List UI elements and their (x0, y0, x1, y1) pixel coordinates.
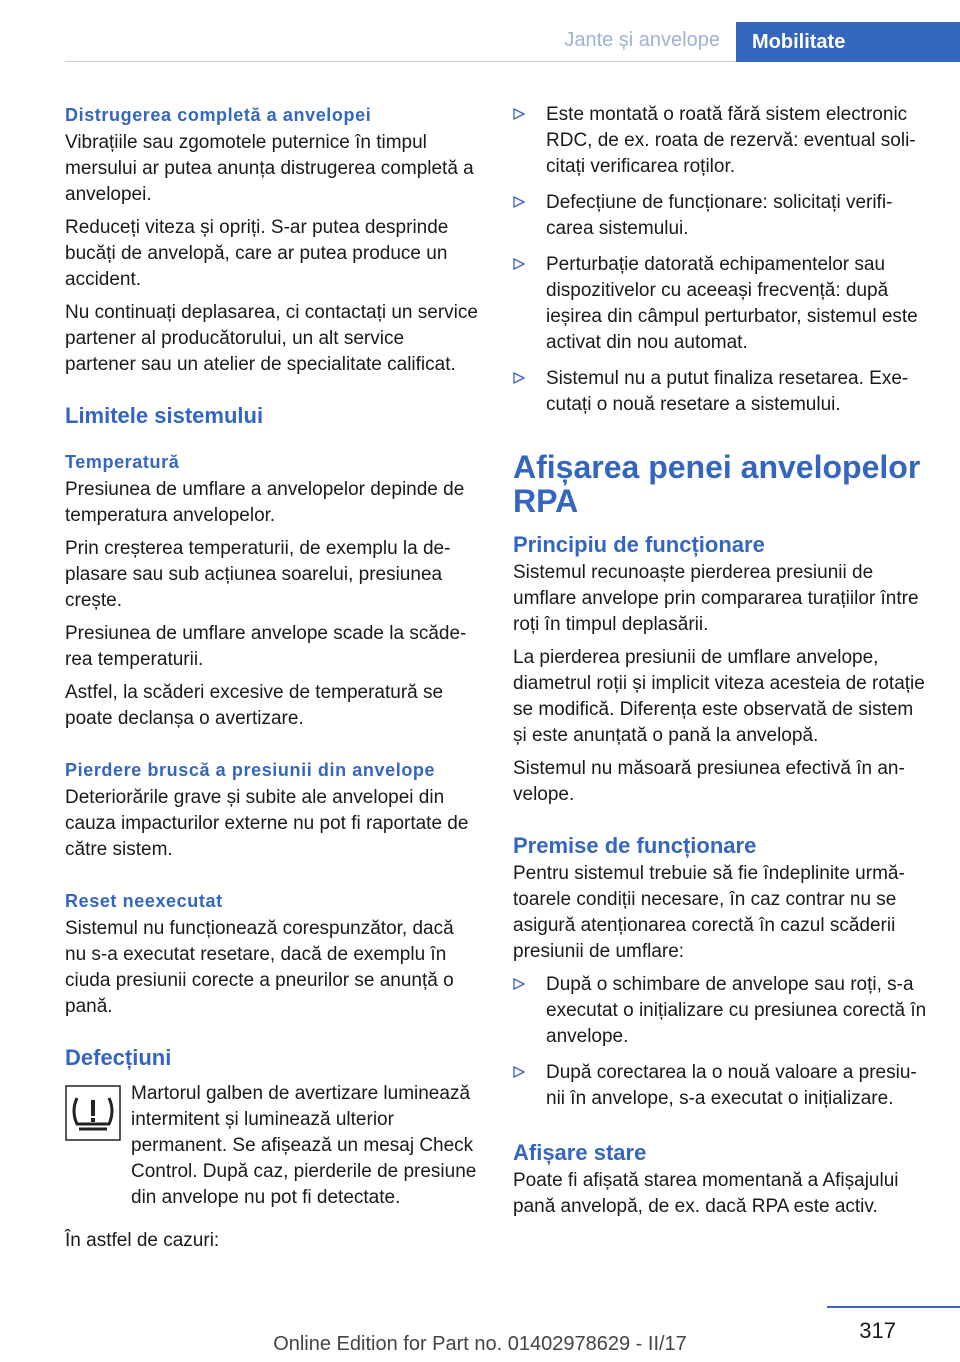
paragraph: Presiunea de umflare anvelope scade la scăderea temperaturii. (65, 623, 467, 670)
paragraph: Martorul galben de avertizare luminează intermitent și luminează ulterior permanent. Se afișează un mesaj Check Control. După caz, pierderile de presiune din anvelope nu pot fi detectate. (131, 1083, 477, 1208)
bullet-list-faults (513, 102, 928, 418)
footer-edition: Online Edition for Part no. 01402978629 - II/17 (273, 1333, 687, 1355)
list-item (513, 972, 928, 1050)
heading-limits: Limitele sistemului (65, 403, 264, 428)
paragraph: Vibrațiile sau zgomotele puternice în timpul mersului ar putea anunța distrugerea completă a anvelopei. (65, 132, 474, 205)
triangle-right-icon (513, 196, 525, 208)
paragraph: Poate fi afișată starea momentană a Afișajului pană anvelopă, de ex. dacă RPA este activ. (513, 1170, 899, 1217)
warning-block (65, 1081, 480, 1218)
heading-faults: Defecțiuni (65, 1045, 172, 1070)
footer-rule (827, 1306, 960, 1308)
list-item-text: Este montată o roată fără sistem electronic RDC, de ex. roata de rezervă: eventual solicitați verificarea roților. (546, 104, 916, 177)
header-tab-mobilitate: Mobilitate (736, 22, 960, 62)
list-item (513, 252, 928, 356)
heading-premise: Premise de funcționare (513, 833, 757, 858)
paragraph: În astfel de cazuri: (65, 1230, 220, 1251)
list-item-text: Perturbație datorată echipamentelor sau dispozitivelor cu aceeași frecvență: după ieșirea din câmpul perturbator, sistemul este activat din nou automat. (546, 254, 918, 353)
paragraph: Deteriorările grave și subite ale anvelopei din cauza impacturilor externe nu pot fi raportate de către sistem. (65, 787, 469, 860)
list-item-text: Sistemul nu a putut finaliza resetarea. Executați o nouă resetare a sistemului. (546, 368, 909, 415)
right-column (513, 102, 928, 1227)
list-item (513, 190, 928, 242)
paragraph: Prin creșterea temperaturii, de exemplu la deplasare sau sub acțiunea soarelui, presiunea crește. (65, 538, 451, 611)
paragraph: Sistemul nu măsoară presiunea efectivă în anvelope. (513, 758, 905, 805)
heading-destruction: Distrugerea completă a anvelopei (65, 105, 372, 125)
heading-principle: Principiu de funcționare (513, 532, 765, 557)
triangle-right-icon (513, 978, 525, 990)
list-item (513, 1060, 928, 1112)
paragraph: Sistemul recunoaște pierderea presiunii de umflare anvelope prin compararea turațiilor între roți în timpul deplasării. (513, 562, 919, 635)
heading-reset: Reset neexecutat (65, 891, 223, 911)
paragraph: Astfel, la scăderi excesive de temperatură se poate declanșa o avertizare. (65, 682, 444, 729)
triangle-right-icon (513, 1066, 525, 1078)
paragraph: La pierderea presiunii de umflare anvelope, diametrul roții și implicit viteza acesteia de rotație se modifică. Diferența este observată de sistem și este anunțată o pană la anvelopă. (513, 647, 925, 746)
list-item-text: După corectarea la o nouă valoare a presiunii în anvelope, s-a executat o inițializare. (546, 1062, 917, 1109)
heading-pressure-loss: Pierdere bruscă a presiunii din anvelope (65, 760, 436, 780)
heading-rpa: Afișarea penei anvelopelor RPA (513, 449, 921, 519)
triangle-right-icon (513, 372, 525, 384)
page-number: 317 (859, 1318, 896, 1343)
bullet-list-premise (513, 972, 928, 1112)
header-section-title: Jante și anvelope (564, 29, 720, 51)
list-item-text: Defecțiune de funcționare: solicitați verificarea sistemului. (546, 192, 893, 239)
heading-temperature: Temperatură (65, 452, 180, 472)
list-item (513, 366, 928, 418)
list-item (513, 102, 928, 180)
triangle-right-icon (513, 258, 525, 270)
heading-status: Afișare stare (513, 1140, 647, 1165)
triangle-right-icon (513, 108, 525, 120)
paragraph: Pentru sistemul trebuie să fie îndeplinite următoarele condiții necesare, în caz contrar nu se asigură atenționarea corectă în cazul scăderii presiunii de umflare: (513, 863, 905, 962)
left-column (65, 102, 480, 1261)
list-item-text: După o schimbare de anvelope sau roți, s-a executat o inițializare cu presiunea corectă în anvelope. (546, 974, 927, 1047)
paragraph: Nu continuați deplasarea, ci contactați un service partener al producătorului, un alt service partener sau un atelier de specialitate calificat. (65, 302, 478, 375)
paragraph: Presiunea de umflare a anvelopelor depinde de temperatura anvelopelor. (65, 479, 465, 526)
paragraph: Sistemul nu funcționează corespunzător, dacă nu s-a executat resetare, dacă de exemplu în ciuda presiunii corecte a pneurilor se anunță o pană. (65, 918, 454, 1017)
paragraph: Reduceți viteza și opriți. S-ar putea desprinde bucăți de anvelopă, care ar putea produce un accident. (65, 217, 449, 290)
tire-pressure-warning-icon (65, 1085, 121, 1141)
